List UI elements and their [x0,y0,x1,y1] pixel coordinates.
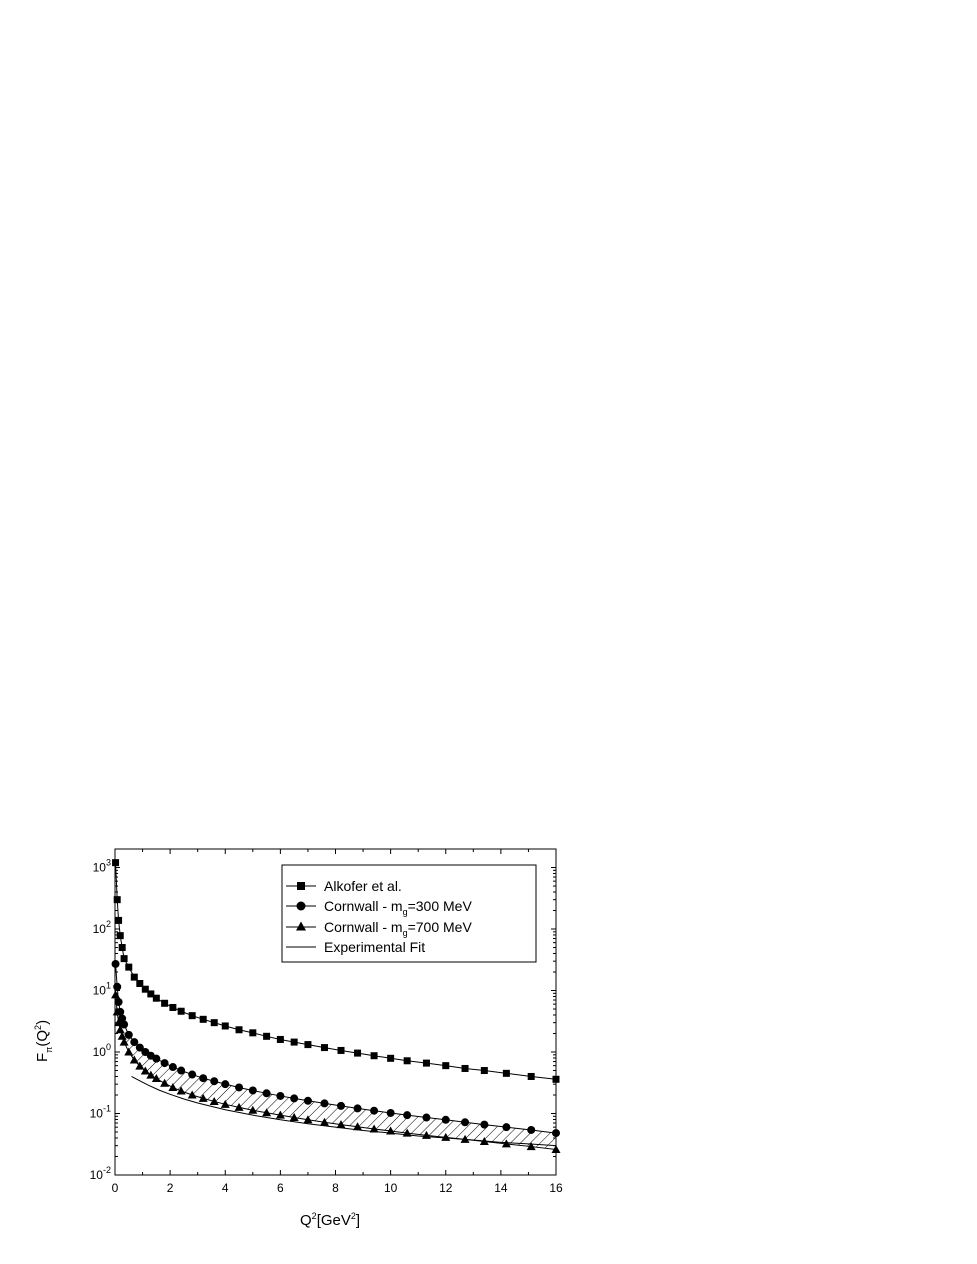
data-point-square [503,1070,510,1077]
y-tick-label-base: 10 [92,983,106,998]
legend-label-alkofer: Alkofer et al. [324,878,402,894]
data-point-square [371,1052,378,1059]
data-point-square [211,1019,218,1026]
data-point-circle [221,1080,229,1088]
data-point-square [178,1008,185,1015]
data-point-square [462,1065,469,1072]
data-point-square [338,1047,345,1054]
data-point-circle [480,1121,488,1129]
data-point-square [321,1044,328,1051]
y-axis-title-end: ) [34,1019,51,1025]
data-point-square [161,1000,168,1007]
legend-label-cornwall-700-sub: g [402,928,408,938]
y-tick-label-exp: -1 [102,1103,111,1114]
data-point-square [423,1060,430,1067]
legend-marker-square [297,882,305,890]
y-tick-label-exp: -2 [102,1165,111,1175]
data-point-circle [115,998,123,1006]
data-point-circle [403,1111,411,1119]
x-tick-label: 2 [166,1181,174,1195]
data-point-circle [113,983,121,991]
data-point-square [387,1055,394,1062]
data-point-square [291,1039,298,1046]
y-tick-label [90,1104,111,1121]
data-point-square [442,1062,449,1069]
y-tick-label-base: 10 [89,1168,103,1182]
x-tick-label: 14 [494,1181,508,1195]
data-point-circle [354,1104,362,1112]
data-point-circle [502,1123,510,1131]
legend-label-cornwall-300-before: Cornwall - m [324,898,403,914]
y-tick-label [90,1165,111,1182]
legend [282,865,536,962]
data-point-circle [235,1083,243,1091]
legend-marker-circle [297,902,306,911]
legend-label-cornwall-300-after: =300 MeV [407,898,472,914]
x-axis-title-main: Q [300,1212,312,1229]
data-point-square [277,1036,284,1043]
x-axis-title-end: ] [355,1212,361,1229]
y-axis-title-main: F [34,1052,51,1062]
data-point-square [404,1057,411,1064]
y-tick-label-exp: 0 [105,1042,111,1053]
y-tick-label [93,1042,111,1059]
data-point-square [131,974,138,981]
data-point-square [249,1029,256,1036]
data-point-square [121,955,128,962]
x-tick-label: 16 [549,1181,563,1195]
y-tick-label-base: 10 [92,1045,106,1060]
data-point-square [112,859,119,866]
x-axis-title [300,1211,360,1229]
x-axis-title-sup: 2 [311,1211,317,1221]
y-tick-label-base: 10 [92,922,106,937]
data-point-circle [249,1086,257,1094]
legend-label-cornwall-700-before: Cornwall - m [324,919,403,935]
data-point-circle [199,1074,207,1082]
data-point-circle [461,1118,469,1126]
y-tick-label-exp: 1 [105,980,111,991]
data-point-square [169,1004,176,1011]
data-point-square [153,995,160,1002]
legend-label-experimental-fit: Experimental Fit [324,939,426,955]
data-point-square [263,1033,270,1040]
data-point-square [304,1041,311,1048]
data-point-circle [188,1071,196,1079]
data-point-square [528,1073,535,1080]
y-tick-label [93,981,111,998]
x-tick-label: 10 [383,1181,398,1195]
y-axis-title [33,1020,54,1062]
data-point-circle [169,1063,177,1071]
y-tick-label-base: 10 [92,860,106,875]
data-point-square [481,1067,488,1074]
data-point-square [236,1026,243,1033]
x-tick-label: 4 [221,1181,229,1195]
legend-label-cornwall-700-after: =700 MeV [407,919,472,935]
data-point-circle [152,1055,160,1063]
data-point-circle [370,1107,378,1115]
data-point-square [119,944,126,951]
hatched-band [124,1025,556,1150]
y-tick-label [93,919,111,936]
legend-label-cornwall-300-sub: g [402,907,408,917]
data-point-square [115,917,122,924]
y-tick-label-base: 10 [89,1106,103,1121]
data-point-square [189,1012,196,1019]
data-point-square [222,1022,229,1029]
y-tick-label-exp: 2 [105,919,111,930]
y-axis-title-sub: π [44,1046,54,1053]
y-tick-label-exp: 3 [105,857,111,868]
data-point-circle [125,1031,133,1039]
data-point-circle [276,1092,284,1100]
data-point-circle [290,1094,298,1102]
data-point-circle [422,1114,430,1122]
data-point-circle [442,1116,450,1124]
data-point-circle [263,1089,271,1097]
data-point-square [200,1016,207,1023]
x-axis-title-sup2: 2 [350,1211,356,1221]
x-tick-label: 8 [332,1181,339,1195]
data-point-circle [527,1126,535,1134]
x-tick-label: 0 [111,1181,119,1195]
y-tick-label [93,858,111,875]
data-point-triangle [111,990,120,998]
data-point-circle [320,1099,328,1107]
y-axis-title-sup: 2 [33,1024,43,1030]
data-point-square [125,964,132,971]
data-point-square [354,1050,361,1057]
data-point-circle [161,1059,169,1067]
x-tick-label: 12 [439,1181,453,1195]
x-axis-title-mid: [GeV [316,1212,351,1229]
x-tick-label: 6 [277,1181,284,1195]
hatched-band-layer [124,1025,556,1150]
y-axis-title-mid: (Q [34,1029,51,1047]
data-point-circle [210,1077,218,1085]
data-point-circle [304,1097,312,1105]
data-point-circle [387,1109,395,1117]
data-point-circle [177,1067,185,1075]
data-point-circle [337,1102,345,1110]
